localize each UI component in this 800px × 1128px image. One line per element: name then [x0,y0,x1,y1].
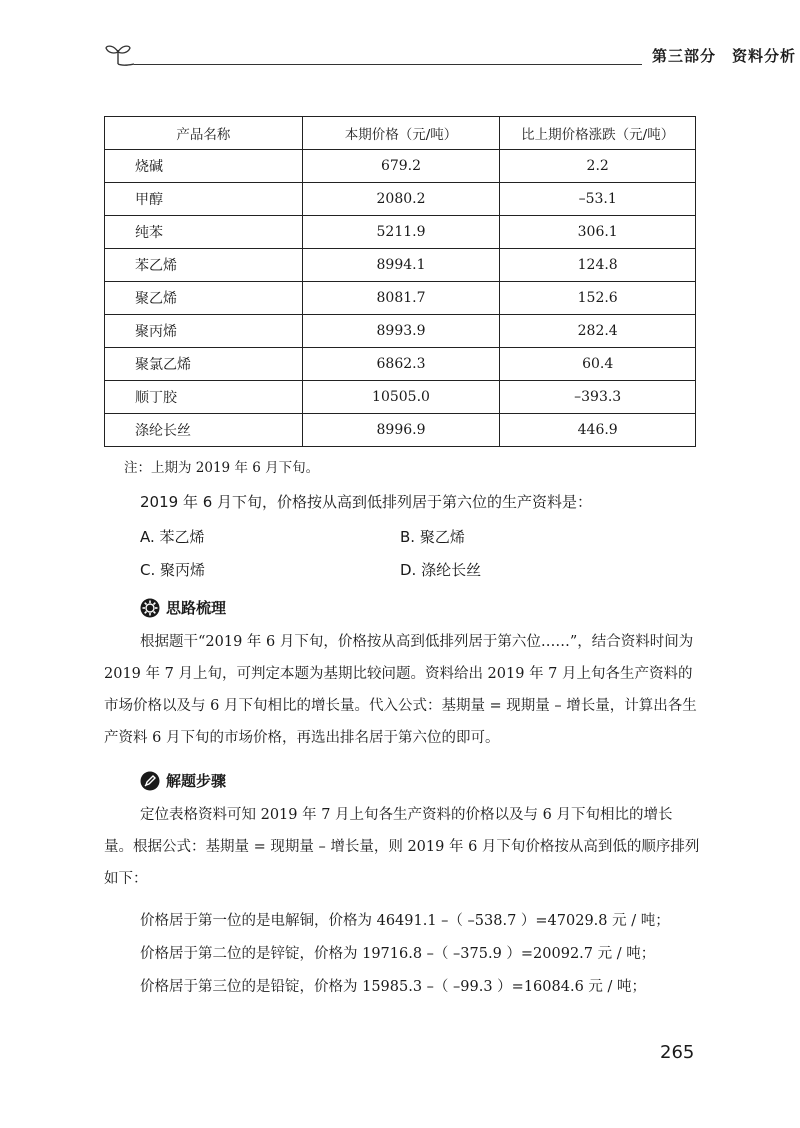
product-name: 苯乙烯 [105,249,303,282]
table-row [105,216,696,249]
product-name: 烧碱 [105,150,303,183]
section-title: 第三部分 资料分析 [652,47,797,65]
current-price: 8993.9 [302,315,500,348]
product-name: 聚丙烯 [105,315,303,348]
section-heading-text: 解题步骤 [166,772,227,790]
pen-icon [140,771,160,791]
current-price: 679.2 [302,150,500,183]
price-table [104,116,696,447]
price-change: –53.1 [500,183,696,216]
table-header-row [105,117,696,150]
table-note: 注：上期为 2019 年 6 月下旬。 [124,460,320,476]
column-header-price: 本期价格（元/吨） [302,117,500,150]
steps-paragraph [104,799,700,895]
sprout-icon [104,42,134,66]
product-name: 甲醇 [105,183,303,216]
price-change: 152.6 [500,282,696,315]
column-header-change: 比上期价格涨跌（元/吨） [500,117,696,150]
page-header [104,40,797,74]
table-row [105,315,696,348]
table-row [105,414,696,447]
product-name: 聚乙烯 [105,282,303,315]
section-heading-text: 思路梳理 [166,599,227,617]
current-price: 6862.3 [302,348,500,381]
gear-icon [140,598,160,618]
product-name: 纯苯 [105,216,303,249]
column-header-product: 产品名称 [105,117,303,150]
option-d: D. 涤纶长丝 [400,561,482,579]
product-name: 聚氯乙烯 [105,348,303,381]
price-change: 306.1 [500,216,696,249]
current-price: 8994.1 [302,249,500,282]
price-change: 60.4 [500,348,696,381]
header-rule [134,64,642,65]
price-change: –393.3 [500,381,696,414]
table-row [105,348,696,381]
table-row [105,381,696,414]
section-heading-analysis [140,597,226,618]
current-price: 10505.0 [302,381,500,414]
table-row [105,249,696,282]
current-price: 5211.9 [302,216,500,249]
rank-line: 价格居于第一位的是电解铜，价格为 46491.1 –（ –538.7 ）=47029.8 元 / 吨； [140,913,670,929]
table-row [105,183,696,216]
question-text: 2019 年 6 月下旬，价格按从高到低排列居于第六位的生产资料是： [140,493,593,511]
product-name: 涤纶长丝 [105,414,303,447]
steps-text: 定位表格资料可知 2019 年 7 月上旬各生产资料的价格以及与 6 月下旬相比的增长量。根据公式：基期量 = 现期量 – 增长量，则 2019 年 6 月下旬价格按从高到低的顺序排列如下： [104,807,700,887]
table-row [105,150,696,183]
current-price: 2080.2 [302,183,500,216]
price-change: 282.4 [500,315,696,348]
option-b: B. 聚乙烯 [400,528,465,546]
current-price: 8996.9 [302,414,500,447]
table-row [105,282,696,315]
page-number: 265 [660,1042,695,1063]
rank-line: 价格居于第三位的是铅锭，价格为 15985.3 –（ –99.3 ）=16084.6 元 / 吨； [140,979,647,995]
product-name: 顺丁胶 [105,381,303,414]
rank-line: 价格居于第二位的是锌锭，价格为 19716.8 –（ –375.9 ）=20092.7 元 / 吨； [140,946,656,962]
price-change: 124.8 [500,249,696,282]
analysis-text: 根据题干“2019 年 6 月下旬，价格按从高到低排列居于第六位……”，结合资料时间为 2019 年 7 月上旬，可判定本题为基期比较问题。资料给出 2019 年 7 月上旬各生产资料的市场价格以及与 6 月下旬相比的增长量。代入公式：基期量 = 现期量 – 增长量，计算出各生产资料 6 月下旬的市场价格，再选出排名居于第六位的即可。 [104,634,697,746]
current-price: 8081.7 [302,282,500,315]
price-change: 446.9 [500,414,696,447]
option-a: A. 苯乙烯 [140,528,205,546]
analysis-paragraph [104,626,700,754]
option-c: C. 聚丙烯 [140,561,206,579]
section-heading-steps [140,770,226,791]
price-change: 2.2 [500,150,696,183]
